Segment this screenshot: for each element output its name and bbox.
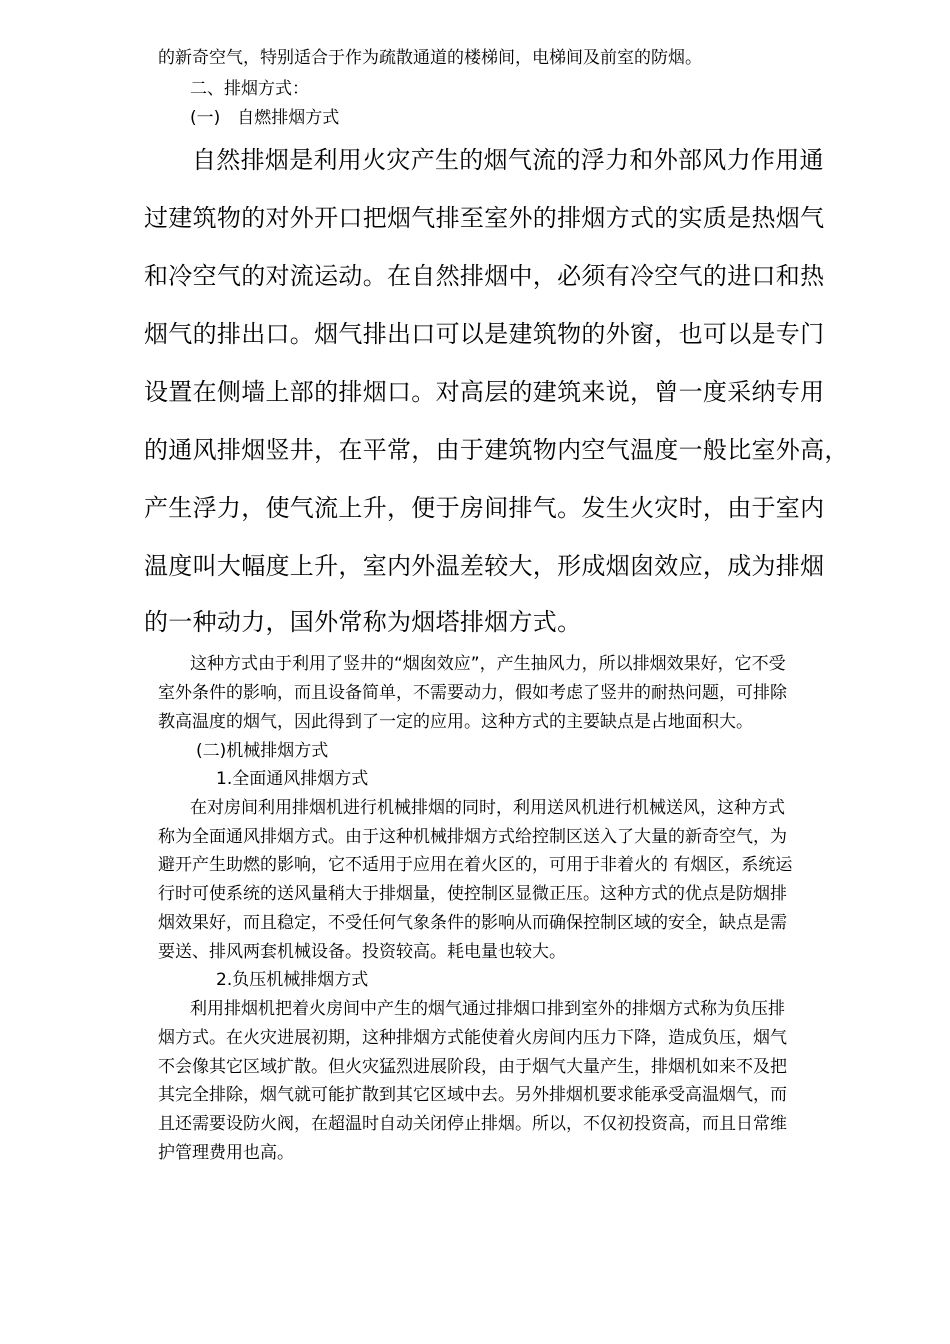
paragraph-line: 利用排烟机把着火房间中产生的烟气通过排烟口排到室外的排烟方式称为负压排: [190, 999, 785, 1019]
paragraph-line: 烟气的排出口。烟气排出口可以是建筑物的外窗，也可以是专门: [144, 320, 825, 348]
intro-line: 的新奇空气，特别适合于作为疏散通道的楼梯间，电梯间及前室的防烟。: [158, 48, 702, 68]
item-1-title: 1.全面通风排烟方式: [216, 769, 369, 789]
paragraph-line: 避开产生助燃的影响，它不适用于应用在着火区的，可用于非着火的 有烟区，系统运: [158, 855, 793, 875]
paragraph-line: 要送、排风两套机械设备。投资较高。耗电量也较大。: [158, 942, 566, 962]
paragraph-line: 过建筑物的对外开口把烟气排至室外的排烟方式的实质是热烟气: [144, 204, 825, 232]
paragraph-line: 其完全排除，烟气就可能扩散到其它区域中去。另外排烟机要求能承受高温烟气，而: [158, 1085, 787, 1105]
paragraph-line: 且还需要设防火阀，在超温时自动关闭停止排烟。所以，不仅初投资高，而且日常维: [158, 1114, 787, 1134]
item-2-title: 2.负压机械排烟方式: [216, 970, 369, 990]
paragraph-line: 和冷空气的对流运动。在自然排烟中，必须有冷空气的进口和热: [144, 262, 825, 290]
subsection-1-title: (一) 自燃排烟方式: [190, 108, 340, 128]
paragraph-line: 设置在侧墙上部的排烟口。对高层的建筑来说，曾一度采纳专用: [144, 378, 825, 406]
paragraph-line: 烟效果好，而且稳定，不受任何气象条件的影响从而确保控制区域的安全，缺点是需: [158, 913, 787, 933]
paragraph-line: 自然排烟是利用火灾产生的烟气流的浮力和外部风力作用通: [192, 146, 824, 174]
paragraph-line: 产生浮力，使气流上升，便于房间排气。发生火灾时，由于室内: [144, 494, 825, 522]
paragraph-line: 护管理费用也高。: [158, 1143, 294, 1163]
section-title: 二、排烟方式：: [190, 79, 309, 99]
paragraph-line: 室外条件的影响，而且设备简单，不需要动力，假如考虑了竖井的耐热问题，可排除: [158, 683, 787, 703]
subsection-2-title: (二)机械排烟方式: [196, 741, 329, 761]
paragraph-line: 烟方式。在火灾进展初期，这种排烟方式能使着火房间内压力下降，造成负压，烟气: [158, 1028, 787, 1048]
paragraph-line: 在对房间利用排烟机进行机械排烟的同时，利用送风机进行机械送风，这种方式: [190, 798, 785, 818]
paragraph-line: 这种方式由于利用了竖井的“烟囱效应”，产生抽风力，所以排烟效果好，它不受: [190, 654, 786, 674]
paragraph-line: 教高温度的烟气，因此得到了一定的应用。这种方式的主要缺点是占地面积大。: [158, 712, 753, 732]
paragraph-line: 的通风排烟竖井，在平常，由于建筑物内空气温度一般比室外高，: [144, 436, 849, 464]
paragraph-line: 行时可使系统的送风量稍大于排烟量，使控制区显微正压。这种方式的优点是防烟排: [158, 884, 787, 904]
paragraph-line: 不会像其它区域扩散。但火灾猛烈进展阶段，由于烟气大量产生，排烟机如来不及把: [158, 1057, 787, 1077]
paragraph-line: 称为全面通风排烟方式。由于这种机械排烟方式给控制区送入了大量的新奇空气，为: [158, 827, 787, 847]
paragraph-line: 温度叫大幅度上升，室内外温差较大，形成烟囱效应，成为排烟: [144, 552, 825, 580]
paragraph-line: 的一种动力，国外常称为烟塔排烟方式。: [144, 608, 582, 636]
